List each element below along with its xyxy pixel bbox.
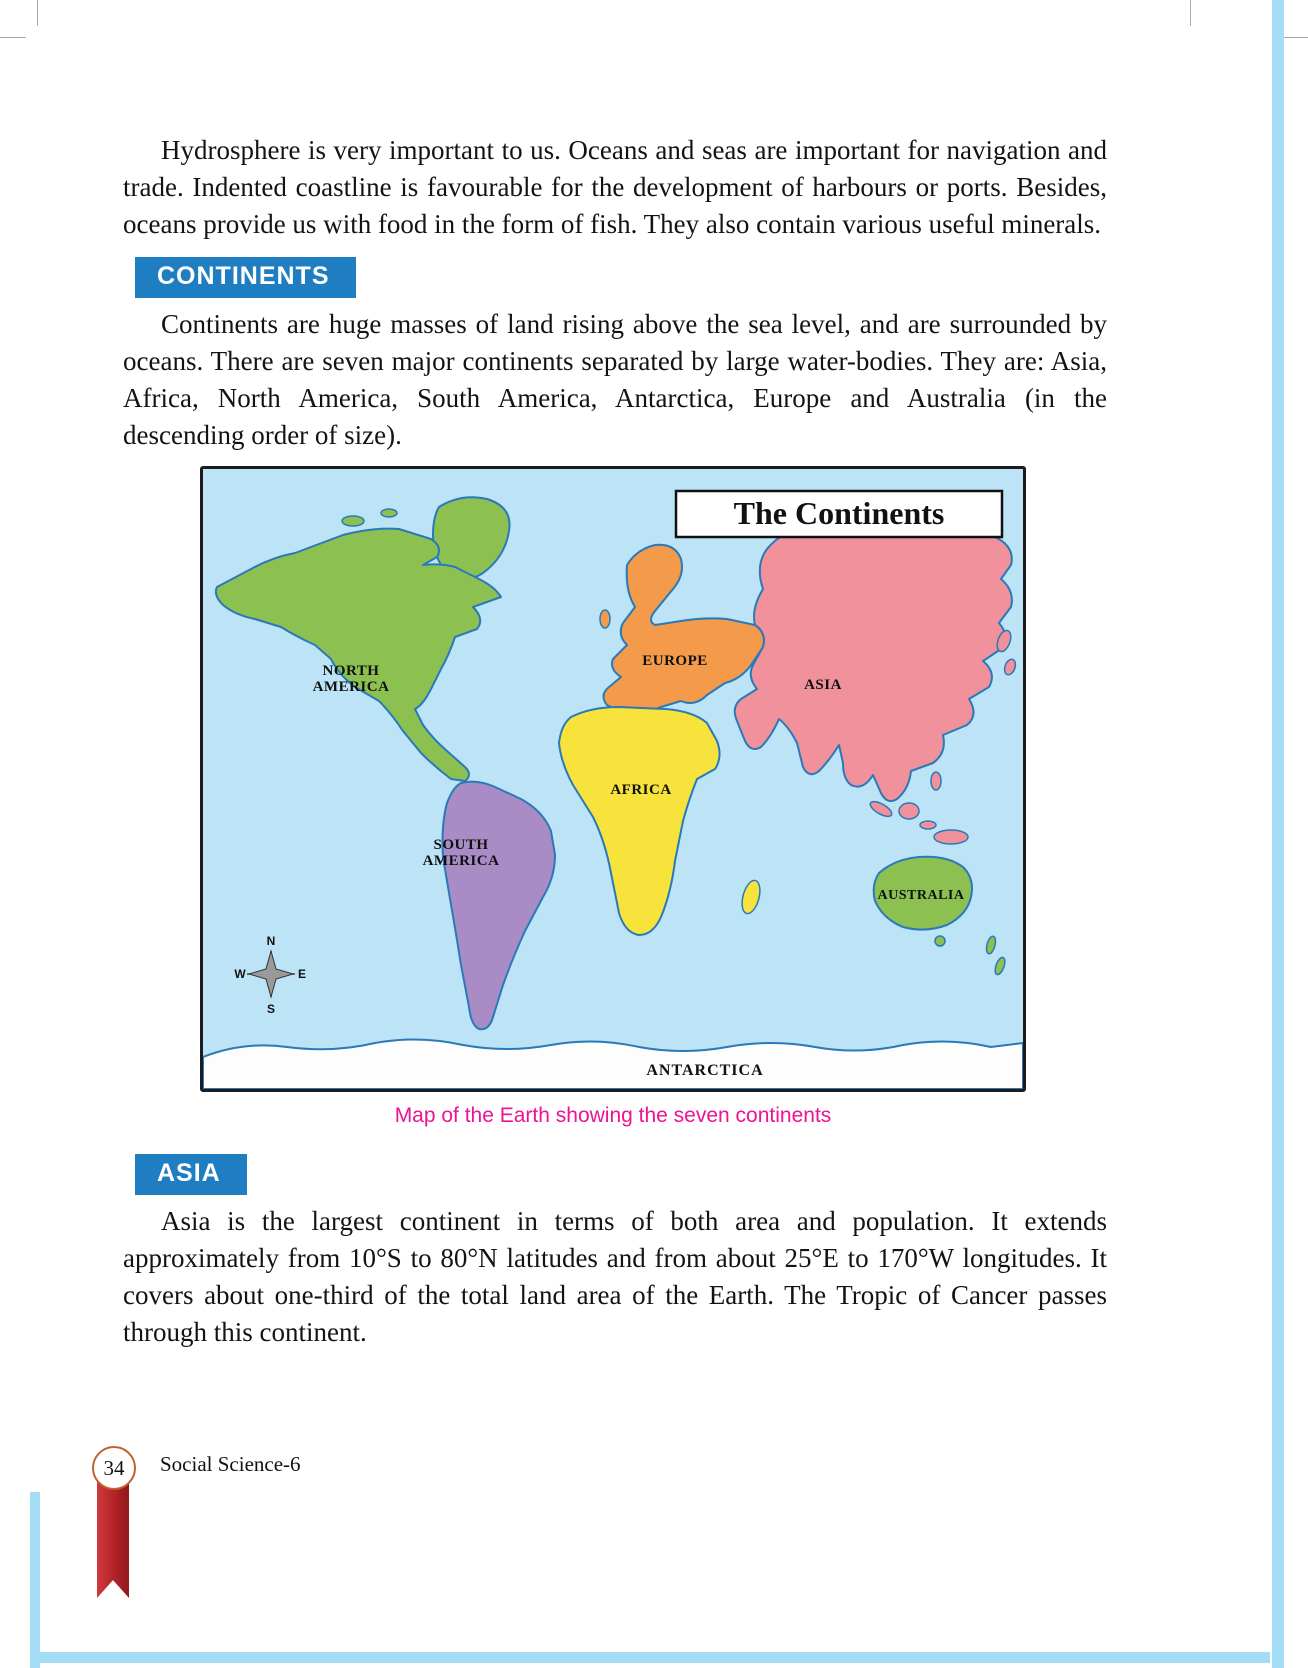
label-north-america-line1: NORTH xyxy=(322,663,380,679)
page-content xyxy=(123,132,1107,1357)
label-australia: AUSTRALIA xyxy=(877,888,965,903)
paragraph-hydrosphere: Hydrosphere is very important to us. Oceans and seas are important for navigation and trade. Indented coastline is favourable for the development of harbours or ports. Besides, oceans provide us with food in the form of fish. They also contain various useful minerals. xyxy=(123,135,1107,239)
arctic-island xyxy=(342,516,364,526)
crop-mark-top-left-horizontal xyxy=(0,37,26,38)
continents-map-figure xyxy=(200,466,1026,1092)
continents-map xyxy=(203,469,1023,1089)
crop-mark-top-right-horizontal xyxy=(1282,37,1308,38)
new-guinea-island xyxy=(934,830,968,844)
paragraph-asia: Asia is the largest continent in terms of both area and population. It extends approximately from 10°S to 80°N latitudes and from about 25°E to 170°W longitudes. It covers about one-third of the total land area of the Earth. The Tropic of Cancer passes through this continent. xyxy=(123,1206,1107,1347)
compass-w: W xyxy=(234,967,246,981)
arctic-island xyxy=(381,509,397,517)
paragraph-continents: Continents are huge masses of land rising above the sea level, and are surrounded by oceans. There are seven major continents separated by large water-bodies. They are: Asia, Africa, North America, South America, Antarctica, Europe and Australia (in the descending order of size). xyxy=(123,309,1107,450)
compass-n: N xyxy=(266,934,276,948)
label-south-america-line2: AMERICA xyxy=(422,853,500,869)
label-asia: ASIA xyxy=(804,677,842,693)
crop-mark-top-left-vertical xyxy=(37,0,38,26)
label-africa: AFRICA xyxy=(610,782,672,798)
page-edge-bar-right xyxy=(1272,0,1284,1668)
borneo-island xyxy=(899,803,919,819)
label-antarctica: ANTARCTICA xyxy=(646,1062,764,1079)
compass-s: S xyxy=(266,1002,276,1016)
map-title: The Continents xyxy=(733,495,945,531)
page-edge-bar-left xyxy=(30,1492,40,1668)
label-europe: EUROPE xyxy=(642,653,708,669)
philippines-island xyxy=(931,772,941,790)
heading-continents: CONTINENTS xyxy=(135,257,356,298)
british-isles xyxy=(600,610,610,628)
page-edge-bar-bottom xyxy=(36,1652,1270,1663)
tasmania-island xyxy=(935,936,945,946)
heading-asia: ASIA xyxy=(135,1154,247,1195)
crop-mark-top-right-vertical xyxy=(1190,0,1191,26)
book-title: Social Science-6 xyxy=(160,1452,301,1476)
map-caption: Map of the Earth showing the seven continents xyxy=(394,1104,832,1127)
indonesia-island xyxy=(920,821,936,829)
compass-e: E xyxy=(297,967,307,981)
label-north-america-line2: AMERICA xyxy=(312,679,390,695)
label-south-america-line1: SOUTH xyxy=(433,837,489,853)
page-number: 34 xyxy=(92,1446,136,1490)
